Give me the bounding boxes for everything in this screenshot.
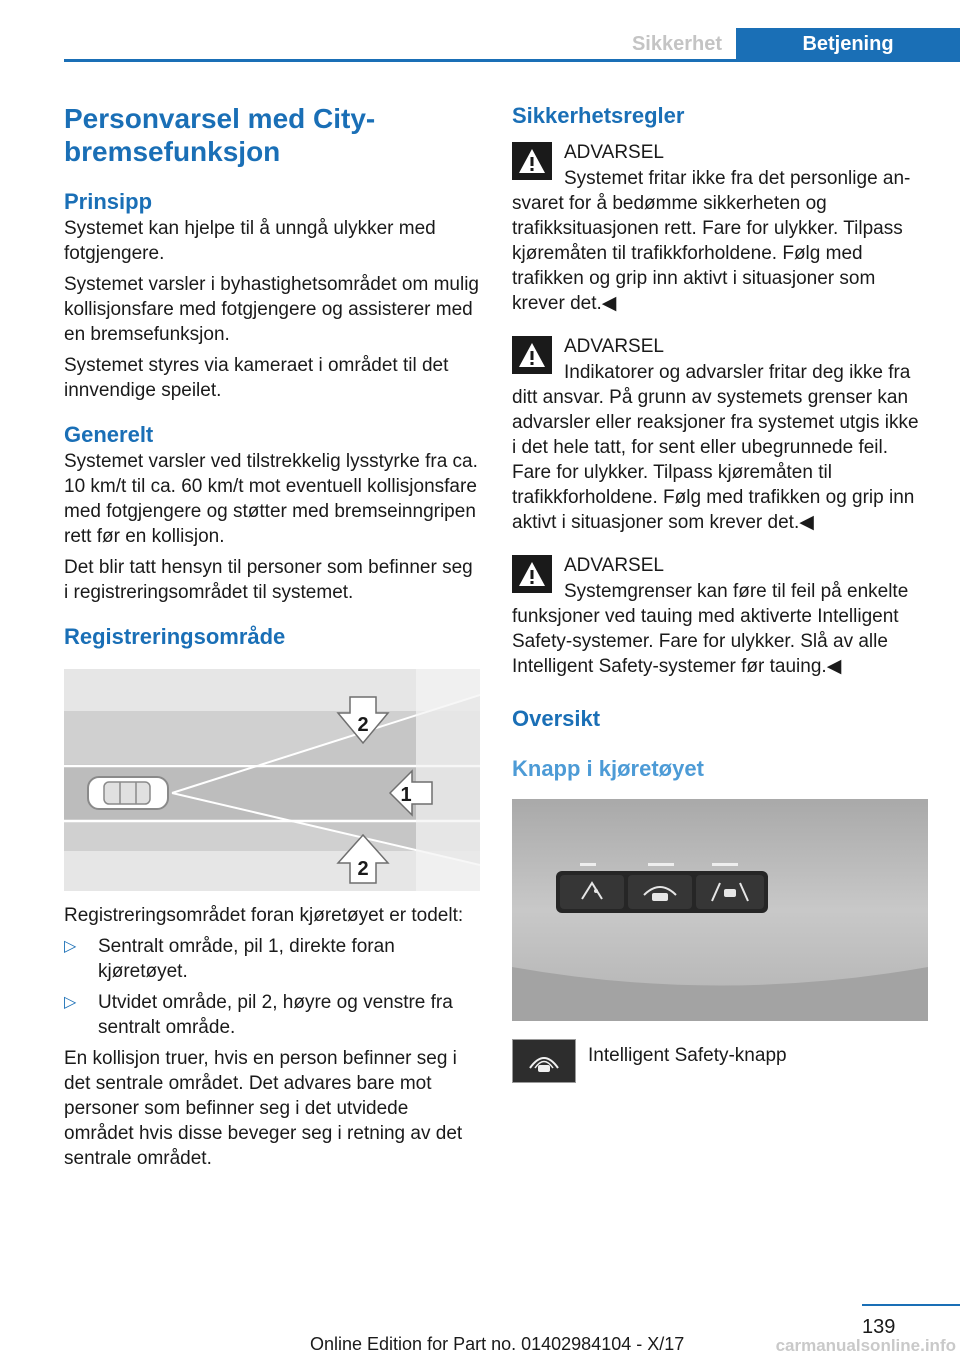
warning-block xyxy=(512,553,928,679)
page-title: Personvarsel med City-bremsefunksjon xyxy=(64,103,376,167)
warning-block xyxy=(512,140,928,316)
far-zone xyxy=(416,669,480,891)
intelligent-safety-icon xyxy=(512,1039,576,1083)
warning-text: funksjoner ved tauing med aktiverte Intelligent Safety-systemer. Fare for ulykker. Slå av alle Intelligent Safety-systemer før tauing.◀ xyxy=(512,606,899,677)
heading-registreringsomrade: Registreringsområde xyxy=(64,624,286,649)
button-caption-row xyxy=(512,1039,928,1083)
warning-first-line: Systemgrenser kan føre til feil på enkelte xyxy=(564,581,909,602)
list-item: ▷ Utvidet område, pil 2, høyre og venstre fra sentralt område. xyxy=(64,992,453,1038)
principle-text-2: Systemet varsler i byhastighetsområdet om mulig kollisjonsfare med fotgjengere og assisterer med en bremsefunksjon. xyxy=(64,274,479,345)
car-icon xyxy=(88,777,168,809)
warning-title: ADVARSEL xyxy=(564,555,664,576)
bullet-triangle-icon: ▷ xyxy=(64,994,77,1011)
general-text-1: Systemet varsler ved tilstrekkelig lysstyrke fra ca. 10 km/t til ca. 60 km/t mot eventuell kollisjonsfare med fotgjengere og støtter med bremseinngripen rett før en kollisjon. xyxy=(64,451,478,547)
section-tab-sikkerhet[interactable]: Sikkerhet xyxy=(631,33,723,55)
warning-title: ADVARSEL xyxy=(564,142,664,163)
heading-knapp-i-kjoretoyet: Knapp i kjøretøyet xyxy=(512,756,704,781)
section-tab-betjening[interactable]: Betjening xyxy=(736,28,960,62)
arrow-label-center: 1 xyxy=(400,784,412,806)
heading-prinsipp: Prinsipp xyxy=(64,189,153,214)
arrow-label-top: 2 xyxy=(357,714,369,736)
indicator-led-2 xyxy=(648,863,674,866)
indicator-led-1 xyxy=(580,863,596,866)
edition-text: Online Edition for Part no. 01402984104 - X/17 xyxy=(310,1334,685,1354)
warning-block xyxy=(512,334,928,535)
footer-rule xyxy=(862,1304,960,1306)
warning-text: svaret for å bedømme sikkerheten og trafikksituasjonen rett. Fare for ulykker. Tilpass kjøremåten til trafikkforholdene. Følg med trafikken og grip inn aktivt i situasjoner som krever det.◀ xyxy=(512,193,903,314)
range-after-text: En kollisjon truer, hvis en person befinner seg i det sentrale området. Det advares bare mot personer som befinner seg i det utvidede området hvis disse beveger seg i retning av det sentrale området. xyxy=(64,1048,463,1169)
button-caption: Intelligent Safety-knapp xyxy=(588,1045,787,1066)
warning-triangle-icon xyxy=(512,142,552,180)
watermark-text: carmanualsonline.info xyxy=(775,1336,956,1355)
warning-text: ditt ansvar. På grunn av systemets grenser kan advarsler eller reaksjoner fra systemet utgis ikke i det hele tatt, for sent eller ubegrunnede feil. Fare for ulykker. Tilpass kjøremåten til trafikkforholdene. Følg med trafikken og grip inn aktivt i situasjoner som krever det.◀ xyxy=(512,387,919,533)
page-number: 139 xyxy=(862,1316,896,1338)
left-column xyxy=(64,102,480,1177)
range-list xyxy=(64,934,480,1040)
header-rule xyxy=(64,59,960,62)
detection-range-figure xyxy=(64,669,480,891)
arrow-label-bottom: 2 xyxy=(357,858,369,880)
button-panel-photo xyxy=(512,799,928,1021)
range-caption: Registreringsområdet foran kjøretøyet er todelt: xyxy=(64,905,464,926)
warning-triangle-icon xyxy=(512,555,552,593)
warning-first-line: Systemet fritar ikke fra det personlige an- xyxy=(564,168,911,189)
bullet-triangle-icon: ▷ xyxy=(64,938,77,955)
list-item: ▷ Sentralt område, pil 1, direkte foran kjøretøyet. xyxy=(64,936,395,982)
heading-oversikt: Oversikt xyxy=(512,706,601,731)
warning-triangle-icon xyxy=(512,336,552,374)
heading-sikkerhetsregler: Sikkerhetsregler xyxy=(512,103,685,128)
warning-first-line: Indikatorer og advarsler fritar deg ikke fra xyxy=(564,362,911,383)
principle-text-1: Systemet kan hjelpe til å unngå ulykker med fotgjengere. xyxy=(64,218,436,264)
page-header xyxy=(64,24,960,62)
indicator-led-3 xyxy=(712,863,738,866)
general-text-2: Det blir tatt hensyn til personer som befinner seg i registreringsområdet til systemet. xyxy=(64,557,473,603)
principle-text-3: Systemet styres via kameraet i området til det innvendige speilet. xyxy=(64,355,449,401)
heading-generelt: Generelt xyxy=(64,422,154,447)
intelligent-safety-button[interactable] xyxy=(628,875,692,909)
right-column xyxy=(512,102,928,1083)
warning-title: ADVARSEL xyxy=(564,336,664,357)
lane-departure-button[interactable] xyxy=(696,875,764,909)
pedestrian-warning-button[interactable] xyxy=(560,875,624,909)
